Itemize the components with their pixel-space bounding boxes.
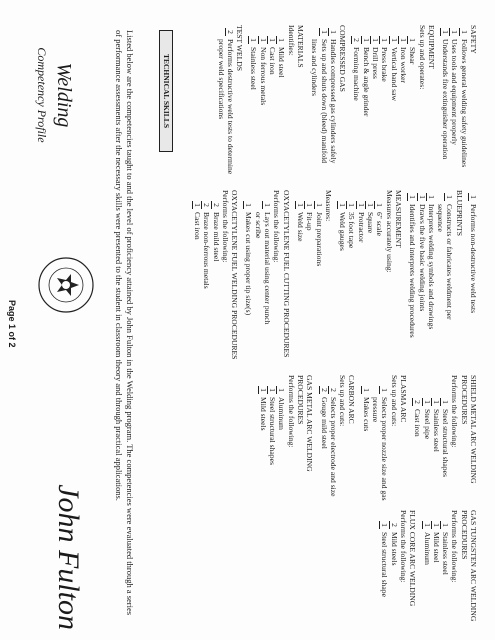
competency-section bbox=[422, 510, 478, 635]
competency-item bbox=[399, 25, 408, 175]
competency-section bbox=[361, 375, 407, 505]
competency-text: Selects proper nozzle size and gas bbox=[380, 397, 390, 501]
competency-item bbox=[305, 190, 314, 365]
competency-item bbox=[441, 510, 450, 635]
competency-text: Makes cut using proper tip size(s) bbox=[244, 212, 254, 316]
section-note: Measures accurately using: bbox=[384, 190, 394, 273]
competency-text: Understands fire extinguisher operation bbox=[441, 39, 451, 160]
proficiency-level: 1 bbox=[314, 203, 324, 207]
competency-item bbox=[375, 190, 384, 365]
proficiency-level: 1 bbox=[459, 30, 469, 34]
competency-text: Performs non-destructive weld tests bbox=[469, 204, 478, 314]
competency-section bbox=[193, 190, 239, 365]
competency-item bbox=[277, 375, 286, 505]
proficiency-level: 1 bbox=[361, 388, 371, 392]
competency-column-3 bbox=[258, 375, 483, 505]
competency-item bbox=[202, 190, 211, 365]
competency-item bbox=[432, 375, 441, 505]
section-note: Sets up and operates: bbox=[417, 25, 427, 90]
section-title: OXYACETYLENE FUEL CUTTING PROCEDURES bbox=[281, 190, 291, 358]
competency-item bbox=[268, 375, 277, 505]
competency-text: Fit-up bbox=[305, 212, 315, 231]
competency-text: Identifies and interprets welding procedures bbox=[408, 204, 418, 338]
proficiency-level: 2 bbox=[319, 388, 329, 392]
proficiency-level: 1 bbox=[389, 38, 399, 42]
competency-item bbox=[427, 190, 436, 365]
competency-section bbox=[413, 375, 478, 505]
competency-text: Interprets welding symbols and drawings bbox=[426, 204, 436, 330]
competency-text: 35 foot tape bbox=[347, 212, 357, 249]
proficiency-level: 1 bbox=[244, 203, 254, 207]
proficiency-level: 1 bbox=[366, 203, 376, 207]
competency-text: Cast iron bbox=[192, 212, 202, 240]
competency-item bbox=[263, 190, 272, 365]
competency-section bbox=[216, 25, 244, 175]
competency-text: Stainless steel bbox=[431, 409, 441, 452]
proficiency-level: 1 bbox=[277, 388, 287, 392]
proficiency-level: 1 bbox=[295, 203, 305, 207]
competency-item bbox=[244, 190, 253, 365]
competency-text: Selects proper electrode and size bbox=[328, 397, 338, 497]
proficiency-level: 1 bbox=[338, 203, 348, 207]
proficiency-level: 1 bbox=[375, 203, 385, 207]
competency-section bbox=[296, 190, 333, 365]
competency-text: Protractor bbox=[356, 212, 366, 243]
competency-item bbox=[422, 510, 431, 635]
competency-text: sequence bbox=[436, 204, 446, 232]
proficiency-level: 1 bbox=[445, 195, 455, 199]
competency-section bbox=[441, 25, 478, 175]
competency-item bbox=[380, 25, 389, 175]
section-note: Identifies: bbox=[286, 25, 296, 56]
section-note: Performs the following: bbox=[450, 375, 460, 448]
competency-text: Gouge mild steel bbox=[319, 397, 329, 449]
proficiency-level: 1 bbox=[380, 388, 390, 392]
competency-item bbox=[389, 510, 398, 635]
competency-text: Uses tools and equipment properly bbox=[450, 39, 460, 145]
document-subtitle: Competency Profile bbox=[35, 47, 49, 143]
competency-item bbox=[413, 375, 422, 505]
section-note: Sets up and cuts: bbox=[338, 375, 348, 427]
competency-item bbox=[380, 510, 389, 635]
competency-item bbox=[193, 190, 202, 365]
competency-item bbox=[441, 375, 450, 505]
competency-text: 6" scale bbox=[375, 212, 385, 236]
competency-text: Forming machine bbox=[352, 47, 362, 101]
proficiency-level: 2 bbox=[328, 388, 338, 392]
competency-item bbox=[319, 25, 328, 175]
competency-item bbox=[329, 375, 338, 505]
intro-paragraph: Listed below are the competencies taught to and the level of proficiency attained by John Fulton in the Welding program. The competencies were evaluated through a series of performance assessments after the necessary skills were presented to the student in classroom theory and through practical applications. bbox=[114, 30, 135, 616]
competency-text: Steel pipe bbox=[422, 409, 432, 440]
competency-text: Iron worker bbox=[398, 47, 408, 84]
proficiency-level: 1 bbox=[380, 523, 390, 527]
proficiency-level: 1 bbox=[417, 195, 427, 199]
competency-text: Stainless steel bbox=[441, 532, 451, 575]
competency-item bbox=[361, 25, 370, 175]
section-title: TEST WELDS bbox=[235, 25, 245, 71]
competency-text: Square bbox=[366, 212, 376, 234]
competency-column-1 bbox=[216, 25, 483, 175]
competency-item bbox=[211, 190, 220, 365]
competency-section bbox=[469, 190, 478, 365]
competency-text: Mild steel bbox=[431, 532, 441, 563]
proficiency-level: 1 bbox=[258, 38, 268, 42]
student-name: John Fulton bbox=[52, 484, 85, 630]
proficiency-level: 2 bbox=[211, 203, 221, 207]
competency-item bbox=[361, 375, 370, 505]
proficiency-level: 1 bbox=[422, 523, 432, 527]
proficiency-level: 1 bbox=[441, 30, 451, 34]
proficiency-level: 1 bbox=[268, 38, 278, 42]
competency-text: proper weld specifications bbox=[216, 39, 226, 120]
proficiency-level: 1 bbox=[431, 523, 441, 527]
competency-item bbox=[277, 25, 286, 175]
competency-text: Follows general welding safety guidelines bbox=[459, 39, 469, 168]
proficiency-level: 1 bbox=[441, 523, 451, 527]
proficiency-level: 1 bbox=[426, 195, 436, 199]
page-number: Page 1 of 2 bbox=[7, 300, 17, 348]
proficiency-level: 1 bbox=[356, 203, 366, 207]
section-note: Sets up and cuts: bbox=[389, 375, 399, 427]
competency-item bbox=[380, 375, 389, 505]
proficiency-level: 1 bbox=[305, 203, 315, 207]
competency-item bbox=[371, 25, 380, 175]
competency-text: Cast iron bbox=[268, 47, 278, 75]
proficiency-level: 1 bbox=[441, 400, 451, 404]
competency-text: Performs destructive weld tests to determine bbox=[225, 39, 235, 175]
section-note: Performs the following: bbox=[286, 375, 296, 448]
competency-section bbox=[249, 25, 305, 175]
proficiency-level: 1 bbox=[268, 388, 278, 392]
competency-item bbox=[253, 190, 262, 365]
section-title: SHIELD METAL ARC WELDING PROCEDURES bbox=[459, 375, 478, 484]
competency-item bbox=[356, 190, 365, 365]
competency-text: Braze mild steel bbox=[211, 212, 221, 262]
proficiency-level: 1 bbox=[431, 400, 441, 404]
competency-item bbox=[216, 25, 225, 175]
competency-item bbox=[329, 25, 338, 175]
competency-item bbox=[347, 190, 356, 365]
proficiency-level: 2 bbox=[389, 523, 399, 527]
section-title: FLUX CORE ARC WELDING bbox=[408, 510, 418, 607]
competency-text: Mild steel bbox=[277, 47, 287, 78]
section-note: Performs the following: bbox=[398, 510, 408, 583]
competency-text: Press brake bbox=[380, 47, 390, 82]
proficiency-level: 1 bbox=[328, 30, 338, 34]
competency-section bbox=[310, 25, 347, 175]
competency-item bbox=[441, 25, 450, 175]
competency-column-2 bbox=[193, 190, 483, 365]
competency-item bbox=[371, 375, 380, 505]
competency-item bbox=[268, 25, 277, 175]
competency-item bbox=[432, 510, 441, 635]
competency-text: Draws the five basic welding joints bbox=[417, 204, 427, 312]
competency-text: Weld size bbox=[295, 212, 305, 242]
technical-skills-banner: TECHNICAL SKILLS bbox=[159, 30, 173, 152]
proficiency-level: 1 bbox=[347, 203, 357, 207]
competency-text: lines and cylinders bbox=[310, 39, 320, 96]
proficiency-level: 1 bbox=[408, 38, 418, 42]
proficiency-level: 1 bbox=[258, 388, 268, 392]
competency-text: Steel structural shape bbox=[380, 532, 390, 597]
proficiency-level: 1 bbox=[277, 38, 287, 42]
competency-text: Sets up and shuts down (bleed) manifold bbox=[319, 39, 329, 164]
section-note: Measures: bbox=[323, 190, 333, 222]
competency-item bbox=[445, 190, 454, 365]
competency-item bbox=[459, 25, 468, 175]
proficiency-level: 1 bbox=[263, 203, 273, 207]
competency-item bbox=[226, 25, 235, 175]
section-title: GAS TUNGSTEN ARC WELDING PROCEDURES bbox=[459, 510, 478, 622]
competency-item bbox=[258, 375, 267, 505]
competency-text: Mild steels bbox=[389, 532, 399, 566]
proficiency-level: 1 bbox=[249, 38, 259, 42]
competency-section bbox=[338, 190, 403, 365]
competency-text: Mild steels bbox=[258, 397, 268, 431]
proficiency-level: 1 bbox=[319, 30, 329, 34]
proficiency-level: 1 bbox=[192, 203, 202, 207]
competency-text: Constructs or fabricates weldment per bbox=[445, 204, 455, 320]
competency-text: Aluminum bbox=[422, 532, 432, 565]
competency-text: Handles compressed gas cylinders safely bbox=[328, 39, 338, 164]
proficiency-level: 1 bbox=[361, 38, 371, 42]
competency-text: Joint preparations bbox=[314, 212, 324, 267]
section-note: Performs the following: bbox=[220, 190, 230, 263]
competency-item bbox=[366, 190, 375, 365]
section-title: COMPRESSED GAS bbox=[338, 25, 348, 92]
competency-column-4 bbox=[380, 510, 483, 635]
competency-text: pressure bbox=[371, 397, 381, 423]
proficiency-level: 2 bbox=[225, 30, 235, 34]
section-title: SAFETY bbox=[469, 25, 478, 54]
competency-item bbox=[319, 375, 328, 505]
proficiency-level: 2 bbox=[202, 203, 212, 207]
proficiency-level: 1 bbox=[398, 38, 408, 42]
proficiency-level: 1 bbox=[408, 195, 418, 199]
proficiency-level: 1 bbox=[450, 30, 460, 34]
competency-text: Cast iron bbox=[413, 409, 423, 437]
competency-section bbox=[408, 190, 464, 365]
competency-text: Makes cuts bbox=[361, 397, 371, 432]
section-title: MATERIALS bbox=[295, 25, 305, 68]
proficiency-level: 2 bbox=[352, 38, 362, 42]
section-title: OXYACETYLENE FUEL WELDING PROCEDURES bbox=[230, 190, 240, 360]
competency-item bbox=[417, 190, 426, 365]
competency-item bbox=[310, 25, 319, 175]
proficiency-level: 1 bbox=[380, 38, 390, 42]
competency-section bbox=[319, 375, 356, 505]
proficiency-level: 1 bbox=[469, 195, 478, 199]
competency-text: Steel structural shapes bbox=[268, 397, 278, 465]
competency-text: Stainless steel bbox=[249, 47, 259, 90]
competency-item bbox=[408, 25, 417, 175]
competency-text: Non ferrous metals bbox=[258, 47, 268, 106]
competency-section bbox=[244, 190, 290, 365]
proficiency-level: 1 bbox=[371, 38, 381, 42]
competency-text: Braze non-ferrous metals bbox=[202, 212, 212, 289]
competency-item bbox=[436, 190, 445, 365]
competency-text: Weld gauges bbox=[338, 212, 348, 251]
section-note: Performs the following: bbox=[272, 190, 282, 263]
competency-text: Bench & angle grinder bbox=[361, 47, 371, 117]
competency-text: Shear bbox=[408, 47, 418, 65]
career-center-seal-icon bbox=[37, 250, 95, 320]
competency-text: Lays out material using center punch bbox=[263, 212, 273, 325]
competency-item bbox=[422, 375, 431, 505]
competency-item bbox=[338, 190, 347, 365]
section-title: EQUIPMENT bbox=[426, 25, 436, 69]
competency-text: Drill press bbox=[371, 47, 381, 79]
competency-section bbox=[352, 25, 436, 175]
competency-item bbox=[389, 25, 398, 175]
competency-item bbox=[352, 25, 361, 175]
competency-item bbox=[314, 190, 323, 365]
section-title: CARBON ARC bbox=[347, 375, 357, 424]
competency-text: or scribe bbox=[253, 212, 263, 239]
competency-text: Aluminum bbox=[277, 397, 287, 430]
proficiency-level: 1 bbox=[422, 400, 432, 404]
competency-section bbox=[380, 510, 417, 635]
competency-text: Vertical band saw bbox=[389, 47, 399, 101]
section-title: BLUEPRINTS bbox=[454, 190, 464, 236]
competency-item bbox=[408, 190, 417, 365]
section-title: PLASMA ARC bbox=[398, 375, 408, 423]
proficiency-level: 2 bbox=[413, 400, 423, 404]
document-title: Welding bbox=[53, 62, 75, 128]
competency-item bbox=[296, 190, 305, 365]
competency-section bbox=[258, 375, 314, 505]
competency-item bbox=[258, 25, 267, 175]
section-title: GAS METAL ARC WELDING PROCEDURES bbox=[295, 375, 315, 472]
section-note: Performs the following: bbox=[450, 510, 460, 583]
section-title: MEASUREMENT bbox=[393, 190, 403, 248]
competency-item bbox=[249, 25, 258, 175]
competency-item bbox=[450, 25, 459, 175]
competency-text: Steel structural shapes bbox=[441, 409, 451, 477]
competency-item bbox=[469, 190, 478, 365]
